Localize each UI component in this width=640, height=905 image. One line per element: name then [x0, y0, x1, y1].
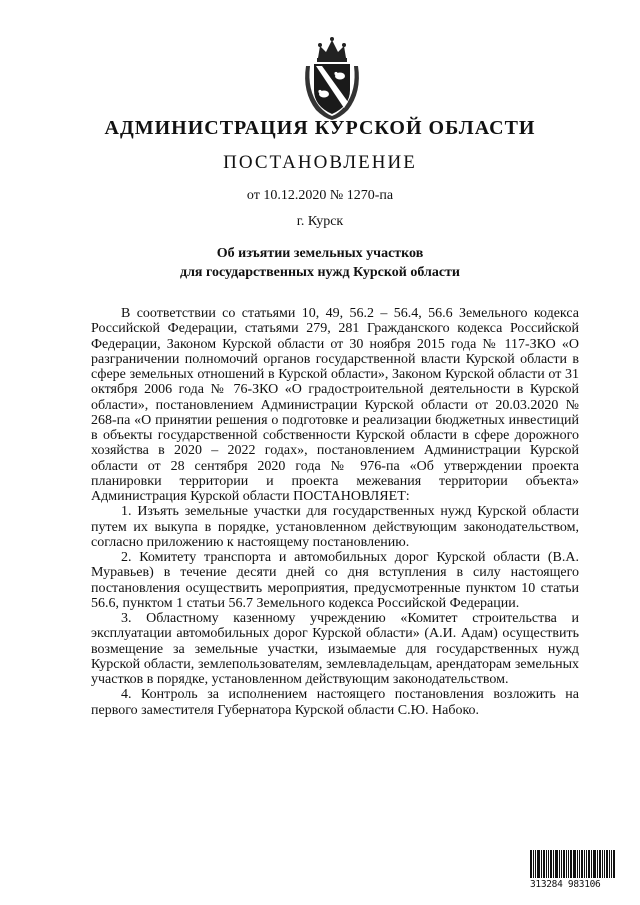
preamble-paragraph: В соответствии со статьями 10, 49, 56.2 – 56.4, 56.6 Земельного кодекса Российской Федерации, статьями 279, 281 Гражданского кодекса Российской Федерации, Законом Курской области от 30 ноября 2015 года № 117-ЗКО «О разграничении полномочий органов государственной власти Курской области в сфере земельных отношений в Курской области», Законом Курской области от 31 октября 2006 года № 76-ЗКО «О градостроительной деятельности в Курской области», постановлением Администрации Курской области от 20.03.2020 № 268-па «О принятии решения о подготовке и реализации бюджетных инвестиций в объекты государственной собственности Курской области в сфере дорожного хозяйства в 2020 – 2022 годах», постановлением Администрации Курской области от 28 сентября 2020 года № 976-па «Об утверждении проекта планировки территории и проекта межевания территории объекта» Администрация Курской области ПОСТАНОВЛЯЕТ: — [91, 306, 579, 504]
date-number-line: от 10.12.2020 № 1270-па — [246, 188, 394, 203]
document-type: ПОСТАНОВЛЕНИЕ — [223, 152, 417, 173]
item-3-paragraph: 3. Областному казенному учреждению «Комитет строительства и эксплуатации автомобильных дорог Курской области» (А.И. Адам) осуществить возмещение за земельные участки, изымаемые для государственных нужд Курской области, землепользователям, землевладельцам, арендаторам земельных участков в порядке, установленном действующим законодательством. — [91, 611, 579, 687]
item-4-paragraph: 4. Контроль за исполнением настоящего постановления возложить на первого заместителя Губернатора Курской области С.Ю. Набоко. — [91, 687, 579, 718]
authority-title: АДМИНИСТРАЦИЯ КУРСКОЙ ОБЛАСТИ — [104, 117, 536, 139]
item-1-paragraph: 1. Изъять земельные участки для государственных нужд Курской области путем их выкупа в порядке, установленном действующим законодательством, согласно приложению к настоящему постановлению. — [91, 504, 579, 550]
subject-heading — [0, 244, 640, 282]
item-2-paragraph: 2. Комитету транспорта и автомобильных дорог Курской области (В.А. Муравьев) в течение десяти дней со дня вступления в силу настоящего постановления осуществить мероприятия, предусмотренные пунктом 10 статьи 56.6, пунктом 1 статьи 56.7 Земельного кодекса Российской Федерации. — [91, 550, 579, 611]
coat-of-arms-icon — [300, 36, 364, 122]
subject-line-2: для государственных нужд Курской области — [180, 265, 460, 280]
barcode-icon — [530, 850, 622, 878]
document-body — [91, 306, 579, 718]
barcode — [530, 850, 622, 890]
barcode-number: 313284 983106 — [530, 879, 601, 890]
city-line: г. Курск — [296, 214, 344, 229]
subject-line-1: Об изъятии земельных участков — [216, 246, 424, 261]
